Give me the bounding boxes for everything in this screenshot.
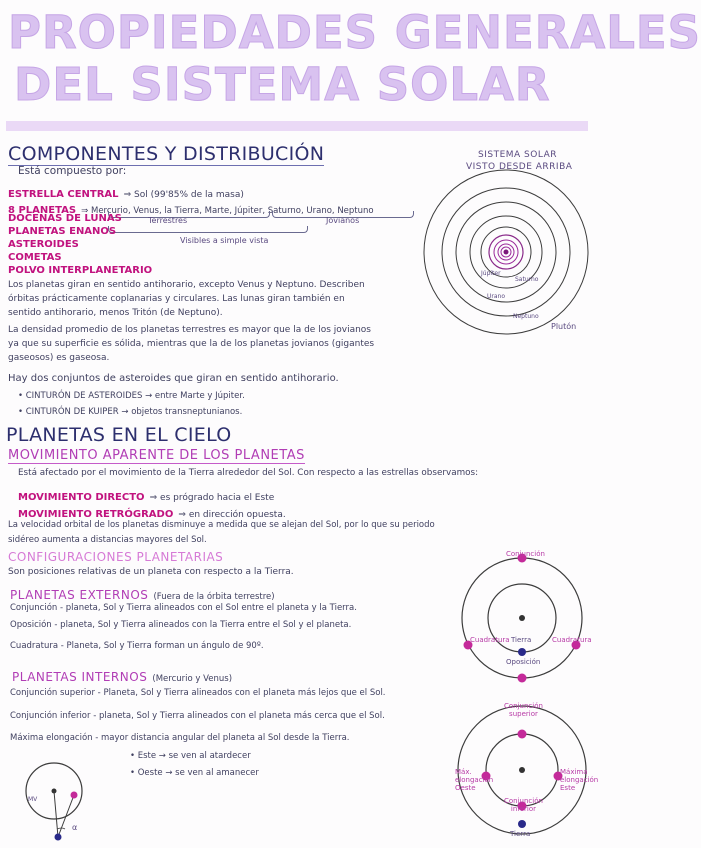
label-oposicion: Oposición <box>506 658 541 666</box>
cinturon-kuiper: • CINTURÓN DE KUIPER → objetos transneptunianos. <box>18 407 243 417</box>
configuraciones-text: Son posiciones relativas de un planeta con respecto a la Tierra. <box>8 567 294 577</box>
sistema-caption2: VISTO DESDE ARRIBA <box>466 162 573 172</box>
page-title-line1: PROPIEDADES GENERALES <box>8 6 701 59</box>
label-tierra-int: Tierra <box>510 830 531 838</box>
terrestres-bracket <box>108 211 270 218</box>
max-oeste-line2: elongación <box>455 776 494 784</box>
p1-line1: Los planetas giran en sentido antihorario, excepto Venus y Neptuno. Describen <box>8 280 365 290</box>
externos-conjuncion: Conjunción - planeta, Sol y Tierra alineados con el Sol entre el planeta y la Tierra. <box>10 603 357 613</box>
item-asteroides: ASTEROIDES <box>8 239 79 250</box>
retro-label: MOVIMIENTO RETRÓGRADO <box>18 509 174 520</box>
item-polvo: POLVO INTERPLANETARIO <box>8 265 153 276</box>
sun-icon <box>504 250 509 255</box>
p2-line2: ya que su superficie es sólida, mientras que la de los planetas jovianos (gigantes <box>8 339 375 349</box>
elong-este: • Este → se ven al atardecer <box>130 751 251 761</box>
externos-heading: PLANETAS EXTERNOS <box>10 588 149 602</box>
movimiento-retro-line <box>18 502 286 521</box>
sun-icon <box>519 767 525 773</box>
movimiento-text: Está afectado por el movimiento de la Tierra alrededor del Sol. Con respecto a las estrellas observamos: <box>18 468 479 478</box>
earth-icon <box>518 648 526 656</box>
p3: Hay dos conjuntos de asteroides que giran en sentido antihorario. <box>8 373 339 384</box>
internos-conj-superior: Conjunción superior - Planeta, Sol y Tierra alineados con el planeta más lejos que el Sol. <box>10 688 386 698</box>
label-max-oeste <box>455 768 493 792</box>
conj-inf-line1: Conjunción <box>504 797 543 805</box>
planet-conj-superior <box>518 730 527 739</box>
externos-oposicion: Oposición - planeta, Sol y Tierra alineados con la Tierra entre el Sol y el planeta. <box>10 620 352 630</box>
planetas-label: 8 PLANETAS <box>8 205 77 216</box>
internos-heading: PLANETAS INTERNOS <box>12 670 148 684</box>
velocidad-line1: La velocidad orbital de los planetas disminuye a medida que se alejan del Sol, por lo que su periodo <box>8 520 435 530</box>
externos-note: (Fuera de la órbita terrestre) <box>153 592 275 602</box>
label-alpha: α <box>72 823 78 832</box>
p1-line2: órbitas prácticamente coplanarias y circulares. Las lunas giran también en <box>8 294 345 304</box>
page-title-line2: DEL SISTEMA SOLAR <box>14 58 551 111</box>
componentes-intro: Está compuesto por: <box>18 165 127 177</box>
terrestres-label: Terrestres <box>148 216 188 225</box>
visibles-label: Visibles a simple vista <box>180 236 269 245</box>
label-mv: MV <box>28 796 38 803</box>
externos-heading-line <box>10 584 275 603</box>
max-oeste-line3: Oeste <box>455 784 476 792</box>
velocidad-line2: sidéreo aumenta a distancias mayores del Sol. <box>8 535 207 545</box>
label-conj-inferior <box>504 797 543 813</box>
title-underbar <box>6 121 588 131</box>
internos-note: (Mercurio y Venus) <box>152 674 233 684</box>
sun-icon <box>519 615 525 621</box>
conj-sup-line1: Conjunción <box>504 702 543 710</box>
line-sol-tierra <box>54 791 58 837</box>
elong-oeste: • Oeste → se ven al amanecer <box>130 768 259 778</box>
label-neptuno: Neptuno <box>513 313 539 320</box>
section-heading-componentes: COMPONENTES Y DISTRIBUCIÓN <box>8 143 325 165</box>
label-jupiter: Júpiter <box>481 270 501 277</box>
label-cuadratura-izq: Cuadratura <box>470 636 510 644</box>
item-planetas-enanos: PLANETAS ENANOS <box>8 226 117 237</box>
estrella-central-text: ⇒ Sol (99'85% de la masa) <box>123 190 244 200</box>
label-conj-superior <box>504 702 543 718</box>
visibles-bracket <box>108 226 308 233</box>
p1-line3: sentido antihorario, menos Tritón (de Neptuno). <box>8 308 223 318</box>
directo-label: MOVIMIENTO DIRECTO <box>18 492 145 503</box>
max-oeste-line1: Máx. <box>455 768 472 776</box>
p2-line1: La densidad promedio de los planetas terrestres es mayor que la de los jovianos <box>8 325 371 335</box>
internos-max-elongacion: Máxima elongación - mayor distancia angular del planeta al Sol desde la Tierra. <box>10 733 350 743</box>
conj-sup-line2: superior <box>509 710 538 718</box>
jovianos-label: Jovianos <box>326 216 360 225</box>
label-pluton: Plutón <box>551 322 577 331</box>
configuraciones-heading: CONFIGURACIONES PLANETARIAS <box>8 550 224 564</box>
planetas-text: ⇒ Mercurio, Venus, la Tierra, Marte, Júpiter, Saturno, Urano, Neptuno <box>81 206 374 216</box>
conj-inf-line2: inferior <box>510 805 537 813</box>
internos-heading-line <box>12 666 232 685</box>
max-este-line2: elongación <box>560 776 599 784</box>
label-cuadratura-der: Cuadratura <box>552 636 592 644</box>
internos-conj-inferior: Conjunción inferior - planeta, Sol y Tierra alineados con el planeta más cerca que el Sol. <box>10 711 385 721</box>
cinturon-asteroides: • CINTURÓN DE ASTEROIDES → entre Marte y Júpiter. <box>18 391 245 401</box>
sistema-caption1: SISTEMA SOLAR <box>478 150 557 160</box>
label-saturno: Saturno <box>515 276 539 283</box>
p2-line3: gaseosos) es gaseosa. <box>8 353 110 363</box>
planet-elongacion <box>71 792 78 799</box>
solar-system-diagram <box>420 172 598 342</box>
item-cometas: COMETAS <box>8 252 62 263</box>
earth-icon <box>55 834 62 841</box>
movimiento-heading: MOVIMIENTO APARENTE DE LOS PLANETAS <box>8 448 305 463</box>
planet-oposicion <box>518 674 527 683</box>
label-urano: Urano <box>487 293 506 300</box>
externos-cuadratura: Cuadratura - Planeta, Sol y Tierra forman un ángulo de 90º. <box>10 641 264 651</box>
externos-diagram <box>452 548 592 688</box>
label-tierra-ext: Tierra <box>511 636 532 644</box>
directo-text: ⇒ es prógrado hacia el Este <box>149 493 275 503</box>
max-este-line3: Este <box>560 784 576 792</box>
earth-icon <box>518 820 526 828</box>
label-max-este <box>560 768 598 792</box>
max-este-line1: Máxima <box>560 768 588 776</box>
retro-text: ⇒ en dirección opuesta. <box>178 510 286 520</box>
item-lunas: DOCENAS DE LUNAS <box>8 213 122 224</box>
section-heading-cielo: PLANETAS EN EL CIELO <box>6 424 232 446</box>
label-conjuncion: Conjunción <box>506 550 545 558</box>
estrella-central-label: ESTRELLA CENTRAL <box>8 189 119 200</box>
